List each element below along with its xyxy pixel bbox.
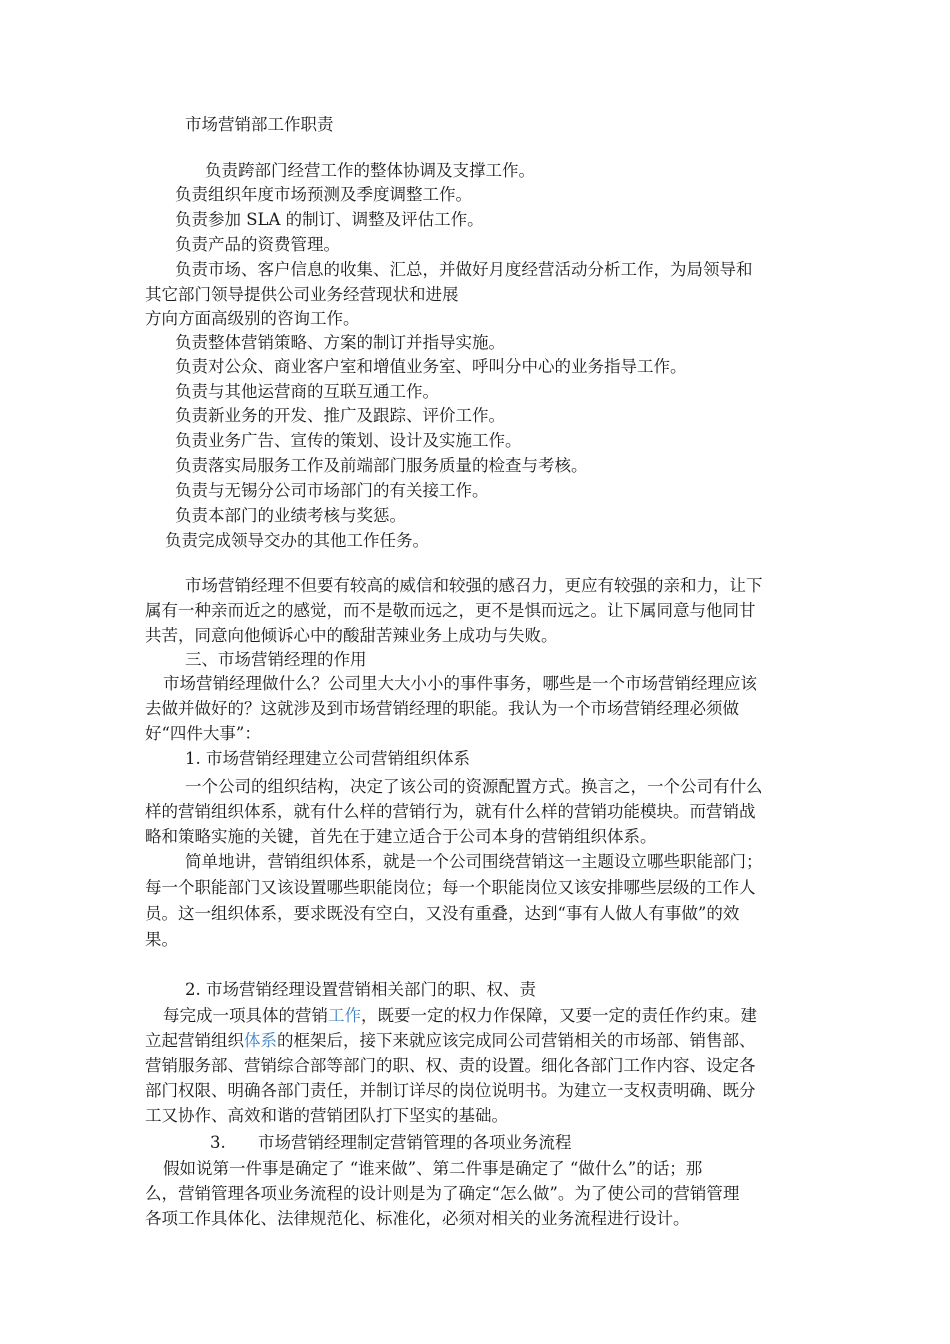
subheading-number: 3. <box>210 1133 226 1152</box>
text-span: 立起营销组织 <box>145 1031 244 1050</box>
duty-item: 负责落实局服务工作及前端部门服务质量的检查与考核。 <box>175 456 588 475</box>
text-span: ，既要一定的权力作保障，又要一定的责任作约束。建 <box>361 1006 757 1025</box>
duty-item: 负责与无锡分公司市场部门的有关接工作。 <box>175 481 489 500</box>
duty-item: 负责对公众、商业客户室和增值业务室、呼叫分中心的业务指导工作。 <box>175 357 687 376</box>
duty-item: 负责与其他运营商的互联互通工作。 <box>175 382 439 401</box>
paragraph-line <box>145 1029 756 1053</box>
duty-item: 负责市场、客户信息的收集、汇总，并做好月度经营活动分析工作，为局领导和 <box>175 260 753 279</box>
subheading: 市场营销经理制定营销管理的各项业务流程 <box>258 1133 572 1152</box>
paragraph-line: 果。 <box>145 930 178 949</box>
paragraph-line: 属有一种亲而近之的感觉，而不是敬而远之，更不是惧而远之。让下属同意与他同甘 <box>145 601 756 620</box>
paragraph-line: 工又协作、高效和谐的营销团队打下坚实的基础。 <box>145 1106 508 1125</box>
paragraph-line: 简单地讲，营销组织体系，就是一个公司围绕营销这一主题设立哪些职能部门； <box>185 852 763 871</box>
paragraph-line <box>163 1004 757 1028</box>
paragraph-line: 营销服务部、营销综合部等部门的职、权、责的设置。细化各部门工作内容、设定各 <box>145 1056 756 1075</box>
paragraph-line: 样的营销组织体系，就有什么样的营销行为，就有什么样的营销功能模块。而营销战 <box>145 802 756 821</box>
document-title: 市场营销部工作职责 <box>185 115 334 134</box>
duty-item: 负责产品的资费管理。 <box>175 235 340 254</box>
duty-item: 负责完成领导交办的其他工作任务。 <box>165 531 429 550</box>
paragraph-line: 市场营销经理做什么？公司里大大小小的事件事务，哪些是一个市场营销经理应该 <box>163 674 757 693</box>
duty-item-continuation: 其它部门领导提供公司业务经营现状和进展 <box>145 285 459 304</box>
duty-item: 负责组织年度市场预测及季度调整工作。 <box>175 185 472 204</box>
paragraph-line: 去做并做好的？这就涉及到市场营销经理的职能。我认为一个市场营销经理必须做 <box>145 699 739 718</box>
duty-item: 负责本部门的业绩考核与奖惩。 <box>175 506 406 525</box>
paragraph-line: 略和策略实施的关键，首先在于建立适合于公司本身的营销组织体系。 <box>145 827 657 846</box>
paragraph-line: 一个公司的组织结构，决定了该公司的资源配置方式。换言之，一个公司有什么 <box>185 777 763 796</box>
subheading: 1. 市场营销经理建立公司营销组织体系 <box>185 749 470 768</box>
text-span: 的框架后，接下来就应该完成同公司营销相关的市场部、销售部、 <box>277 1031 756 1050</box>
paragraph-line: 每一个职能部门又该设置哪些职能岗位；每一个职能岗位又该安排哪些层级的工作人 <box>145 878 756 897</box>
paragraph-line: 部门权限、明确各部门责任，并制订详尽的岗位说明书。为建立一支权责明确、既分 <box>145 1081 756 1100</box>
paragraph-line: 市场营销经理不但要有较高的威信和较强的感召力，更应有较强的亲和力，让下 <box>185 576 763 595</box>
duty-item: 负责新业务的开发、推广及跟踪、评价工作。 <box>175 406 505 425</box>
paragraph-line: 共苦，同意向他倾诉心中的酸甜苦辣业务上成功与失败。 <box>145 626 558 645</box>
duty-item-continuation: 方向方面高级别的咨询工作。 <box>145 309 360 328</box>
section-heading: 三、市场营销经理的作用 <box>185 650 367 669</box>
subheading: 2. 市场营销经理设置营销相关部门的职、权、责 <box>185 980 536 999</box>
paragraph-line: 好“四件大事”： <box>145 724 261 743</box>
paragraph-line: 员。这一组织体系，要求既没有空白，又没有重叠，达到“事有人做人有事做”的效 <box>145 904 740 923</box>
duty-item: 负责跨部门经营工作的整体协调及支撑工作。 <box>205 161 535 180</box>
text-span: 每完成一项具体的营销 <box>163 1006 328 1025</box>
duty-item: 负责业务广告、宣传的策划、设计及实施工作。 <box>175 431 522 450</box>
paragraph-line: 假如说第一件事是确定了 “谁来做”、第二件事是确定了 “做什么”的话；那 <box>163 1159 703 1178</box>
duty-item: 负责整体营销策略、方案的制订并指导实施。 <box>175 333 505 352</box>
duty-item: 负责参加 SLA 的制订、调整及评估工作。 <box>175 210 484 229</box>
work-link[interactable]: 工作 <box>328 1006 361 1025</box>
paragraph-line: 么，营销管理各项业务流程的设计则是为了确定“怎么做”。为了使公司的营销管理 <box>145 1184 740 1203</box>
system-link[interactable]: 体系 <box>244 1031 277 1050</box>
paragraph-line: 各项工作具体化、法律规范化、标准化，必须对相关的业务流程进行设计。 <box>145 1209 690 1228</box>
